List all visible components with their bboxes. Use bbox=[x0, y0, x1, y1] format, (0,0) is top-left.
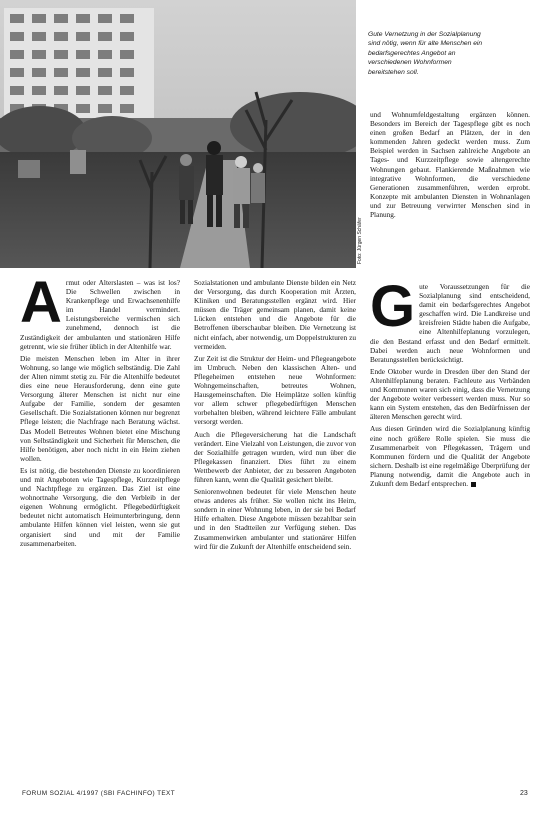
article-column-3 bbox=[370, 282, 530, 572]
dropcap-g: G bbox=[370, 282, 416, 339]
column3-paragraph-4: Aus diesen Gründen wird die Sozialplanung künftig eine noch größere Rolle spielen. Sie muss die Zusammenarbeit von Pflegekassen, Trägern und Kommunen fördern und die Qualität der Angebote sichern. Deshalb ist eine regelmäßige Überprüfung der Planung notwendig, damit die Angebote auch in Zukunft dem Bedarf entsprechen. bbox=[370, 424, 530, 488]
column3-paragraph-2: ute Voraussetzungen für die Sozialplanung sind entscheidend, damit ein bedarfsgerechtes Angebot geschaffen wird. Die Landkreise und kreisfreien Städte haben die Aufgabe, eine Altenhilfeplanung vorzulegen, die den Bestand erfasst und den Bedarf ermittelt. Dabei werden auch neue Wohnformen und Beratungsstellen berücksichtigt. bbox=[370, 282, 530, 364]
column2-paragraph-2: Zur Zeit ist die Struktur der Heim- und Pflegeangebote im Umbruch. Neben den klassischen Alten- und Pflegeheimen entstehen neue Wohnformen: Wohngemeinschaften, betreutes Wohnen, Hausgemeinschaften. Die Heimplätze sollen künftig vor allem schwer pflegebedürftigen Menschen vorbehalten bleiben, während leichtere Fälle ambulant versorgt werden. bbox=[194, 353, 356, 427]
photo-elderly-people-walking bbox=[0, 0, 356, 268]
footer-publication: FORUM SOZIAL 4/1997 (SBI FACHINFO) TEXT bbox=[22, 790, 176, 797]
dropcap-a: A bbox=[20, 278, 62, 335]
article-column-3-top bbox=[370, 110, 530, 280]
column2-paragraph-1: Sozialstationen und ambulante Dienste bilden ein Netz der Versorgung, das durch Kooperation mit Ärzten, Kliniken und Beratungsstellen ergänzt wird. Hier müssen die Träger gemeinsam planen, damit keine Lücken entstehen und die Angebote für die Betroffenen überschaubar bleiben. Die Vernetzung ist nicht einfach, aber notwendig, um Doppelstrukturen zu vermeiden. bbox=[194, 278, 356, 351]
article-column-1 bbox=[20, 278, 180, 784]
column1-paragraph-3: Es ist nötig, die bestehenden Dienste zu koordinieren und mit Angeboten wie Tagespflege, Kurzzeitpflege und Nachtpflege zu ergänzen. Das Ziel ist eine wohnortnahe Versorgung, die den Verbleib in der eigenen Wohnung ermöglicht. Pflegebedürftigkeit bedeutet nicht automatisch Heimunterbringung, denn ambulante Hilfen können viel leisten, wenn sie gut organisiert sind und mit der Familie zusammenarbeiten. bbox=[20, 465, 180, 548]
column2-paragraph-4: Seniorenwohnen bedeutet für viele Menschen heute etwas anderes als früher. Sie wollen nicht ins Heim, sondern in einer Wohnung leben, in der sie bei Bedarf Hilfe erhalten. Diese Angebote müssen bezahlbar sein und in den Stadtteilen zur Verfügung stehen. Das Zusammenwirken ambulanter und stationärer Hilfen wird für die Zukunft der Altenhilfe entscheidend sein. bbox=[194, 487, 356, 551]
column1-paragraph-1: rmut oder Alterslasten – was ist los? Die Schwellen zwischen in Krankenpflege und Erwachsenenhilfe im Handel vermindert. Leistungsbereiche vermischen sich zunehmend, dennoch ist die Zuständigkeit der ambulanten und stationären Hilfe getrennt, wie sie früher üblich in der Altenhilfe war. bbox=[20, 278, 180, 351]
column2-paragraph-3: Auch die Pflegeversicherung hat die Landschaft verändert. Eine Vielzahl von Leistungen, die zuvor von der Sozialhilfe getragen wurden, wird nun über die Pflegekassen finanziert. Dies führt zu einem Wettbewerb der Anbieter, der zu besseren Angeboten führen kann, wenn die Qualität gesichert bleibt. bbox=[194, 429, 356, 484]
photo-credit bbox=[357, 210, 367, 266]
column3-paragraph-1: und Wohnumfeldgestaltung ergänzen können. Besonders im Bereich der Tagespflege gibt es noch einen großen Bedarf an Plätzen, der in den kommenden Jahren gedeckt werden muss. Zum Beispiel werden in Sachsen zahlreiche Angebote an Tages- und Kurzzeitpflege sowie altengerechte Wohnungen gebaut. Flankierende Maßnahmen wie integrative Wohnformen, die verschiedene Generationen zusammenführen, werden erprobt. Konzepte mit ambulanten Diensten in Wohnanlagen und zur Betreuung verwirrter Menschen sind in Planung. bbox=[370, 110, 530, 220]
photo-illustration bbox=[0, 0, 356, 268]
photo-caption: Gute Vernetzung in der Sozialplanung sind nötig, wenn für alte Menschen ein bedarfsgerechtes Angebot an verschiedenen Wohnformen bereitstehen soll. bbox=[368, 31, 483, 76]
end-of-article-marker bbox=[471, 482, 476, 487]
column1-paragraph-2: Die meisten Menschen leben im Alter in ihrer Wohnung, so lange wie möglich selbständig. Die Zahl der Alten nimmt stetig zu. Für die Altenhilfe bedeutet dies eine neue Herausforderung, denn eine gute Versorgung älterer Menschen ist nicht nur eine Aufgabe der Familie, sondern der gesamten Gesellschaft. Die Sozialstationen können nur begrenzt Pflege leisten; die Nachfrage nach Beratung wächst. Das Modell Betreutes Wohnen bietet eine Mischung von Selbständigkeit und Sicherheit für Menschen, die Hilfe benötigen, aber noch nicht in ein Heim ziehen wollen. bbox=[20, 353, 180, 463]
photo-credit-text: Foto: Jürgen Schäfer bbox=[357, 217, 363, 264]
column3-paragraph-3: Ende Oktober wurde in Dresden über den Stand der Altenhilfeplanung beraten. Fachleute aus Verbänden und Kommunen waren sich einig, dass die Vernetzung der Angebote weiter verbessert werden muss. Nur so kann ein System entstehen, das den Bedürfnissen der älteren Menschen gerecht wird. bbox=[370, 366, 530, 422]
article-column-2 bbox=[194, 278, 356, 784]
page-number: 23 bbox=[520, 790, 528, 797]
